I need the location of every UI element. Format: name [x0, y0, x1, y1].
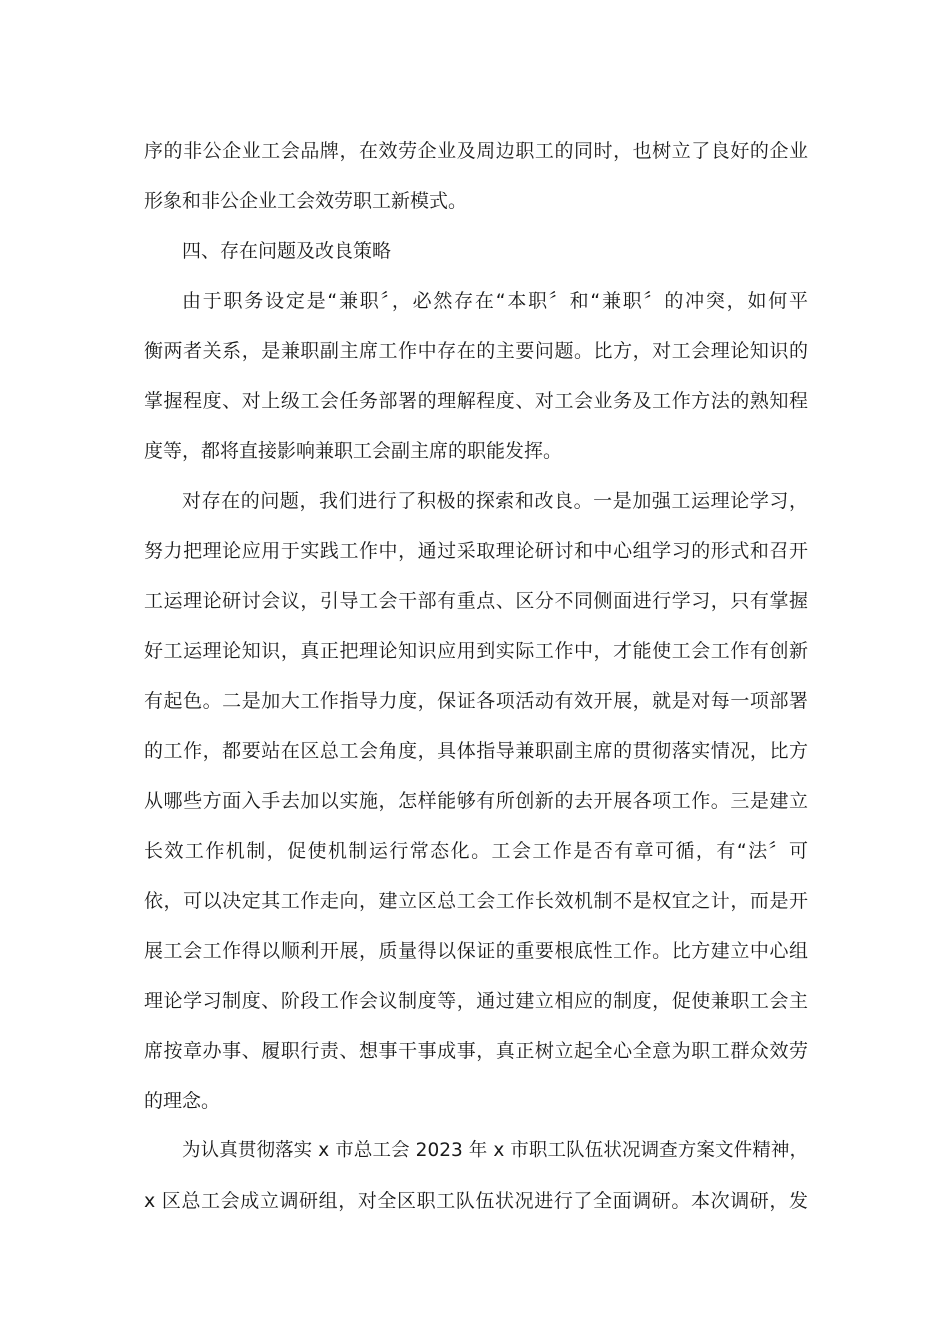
text-line: 衡两者关系，是兼职副主席工作中存在的主要问题。比方，对工会理论知识的	[144, 340, 808, 362]
text-line: 依，可以决定其工作走向，建立区总工会工作长效机制不是权宜之计，而是开	[144, 890, 808, 912]
text-line: x 区总工会成立调研组，对全区职工队伍状况进行了全面调研。本次调研，发	[144, 1190, 808, 1212]
text-line: 从哪些方面入手去加以实施，怎样能够有所创新的去开展各项工作。三是建立	[144, 790, 808, 812]
text-line: 理论学习制度、阶段工作会议制度等，通过建立相应的制度，促使兼职工会主	[144, 990, 808, 1012]
section-heading: 四、存在问题及改良策略	[182, 240, 392, 262]
text-line: 有起色。二是加大工作指导力度，保证各项活动有效开展，就是对每一项部署	[144, 690, 808, 712]
text-line: 序的非公企业工会品牌，在效劳企业及周边职工的同时，也树立了良好的企业	[144, 140, 808, 162]
text-line: 由于职务设定是“兼职〞，必然存在“本职〞和“兼职〞的冲突，如何平	[182, 290, 808, 312]
text-line: 掌握程度、对上级工会任务部署的理解程度、对工会业务及工作方法的熟知程	[144, 390, 808, 412]
text-line: 席按章办事、履职行责、想事干事成事，真正树立起全心全意为职工群众效劳	[144, 1040, 808, 1062]
text-line: 的工作，都要站在区总工会角度，具体指导兼职副主席的贯彻落实情况，比方	[144, 740, 808, 762]
text-line: 努力把理论应用于实践工作中，通过采取理论研讨和中心组学习的形式和召开	[144, 540, 808, 562]
text-line: 为认真贯彻落实 x 市总工会 2023 年 x 市职工队伍状况调查方案文件精神，	[182, 1140, 808, 1161]
text-line: 对存在的问题，我们进行了积极的探索和改良。一是加强工运理论学习，	[182, 490, 808, 512]
text-line: 好工运理论知识，真正把理论知识应用到实际工作中，才能使工会工作有创新	[144, 640, 808, 662]
text-line: 展工会工作得以顺利开展，质量得以保证的重要根底性工作。比方建立中心组	[144, 940, 808, 962]
document-body	[144, 126, 808, 1226]
text-line: 长效工作机制，促使机制运行常态化。工会工作是否有章可循，有“法〞可	[144, 840, 808, 862]
text-line: 工运理论研讨会议，引导工会干部有重点、区分不同侧面进行学习，只有掌握	[144, 590, 808, 612]
text-line: 度等，都将直接影响兼职工会副主席的职能发挥。	[144, 440, 563, 462]
text-line: 的理念。	[144, 1090, 221, 1112]
text-line: 形象和非公企业工会效劳职工新模式。	[144, 190, 468, 212]
